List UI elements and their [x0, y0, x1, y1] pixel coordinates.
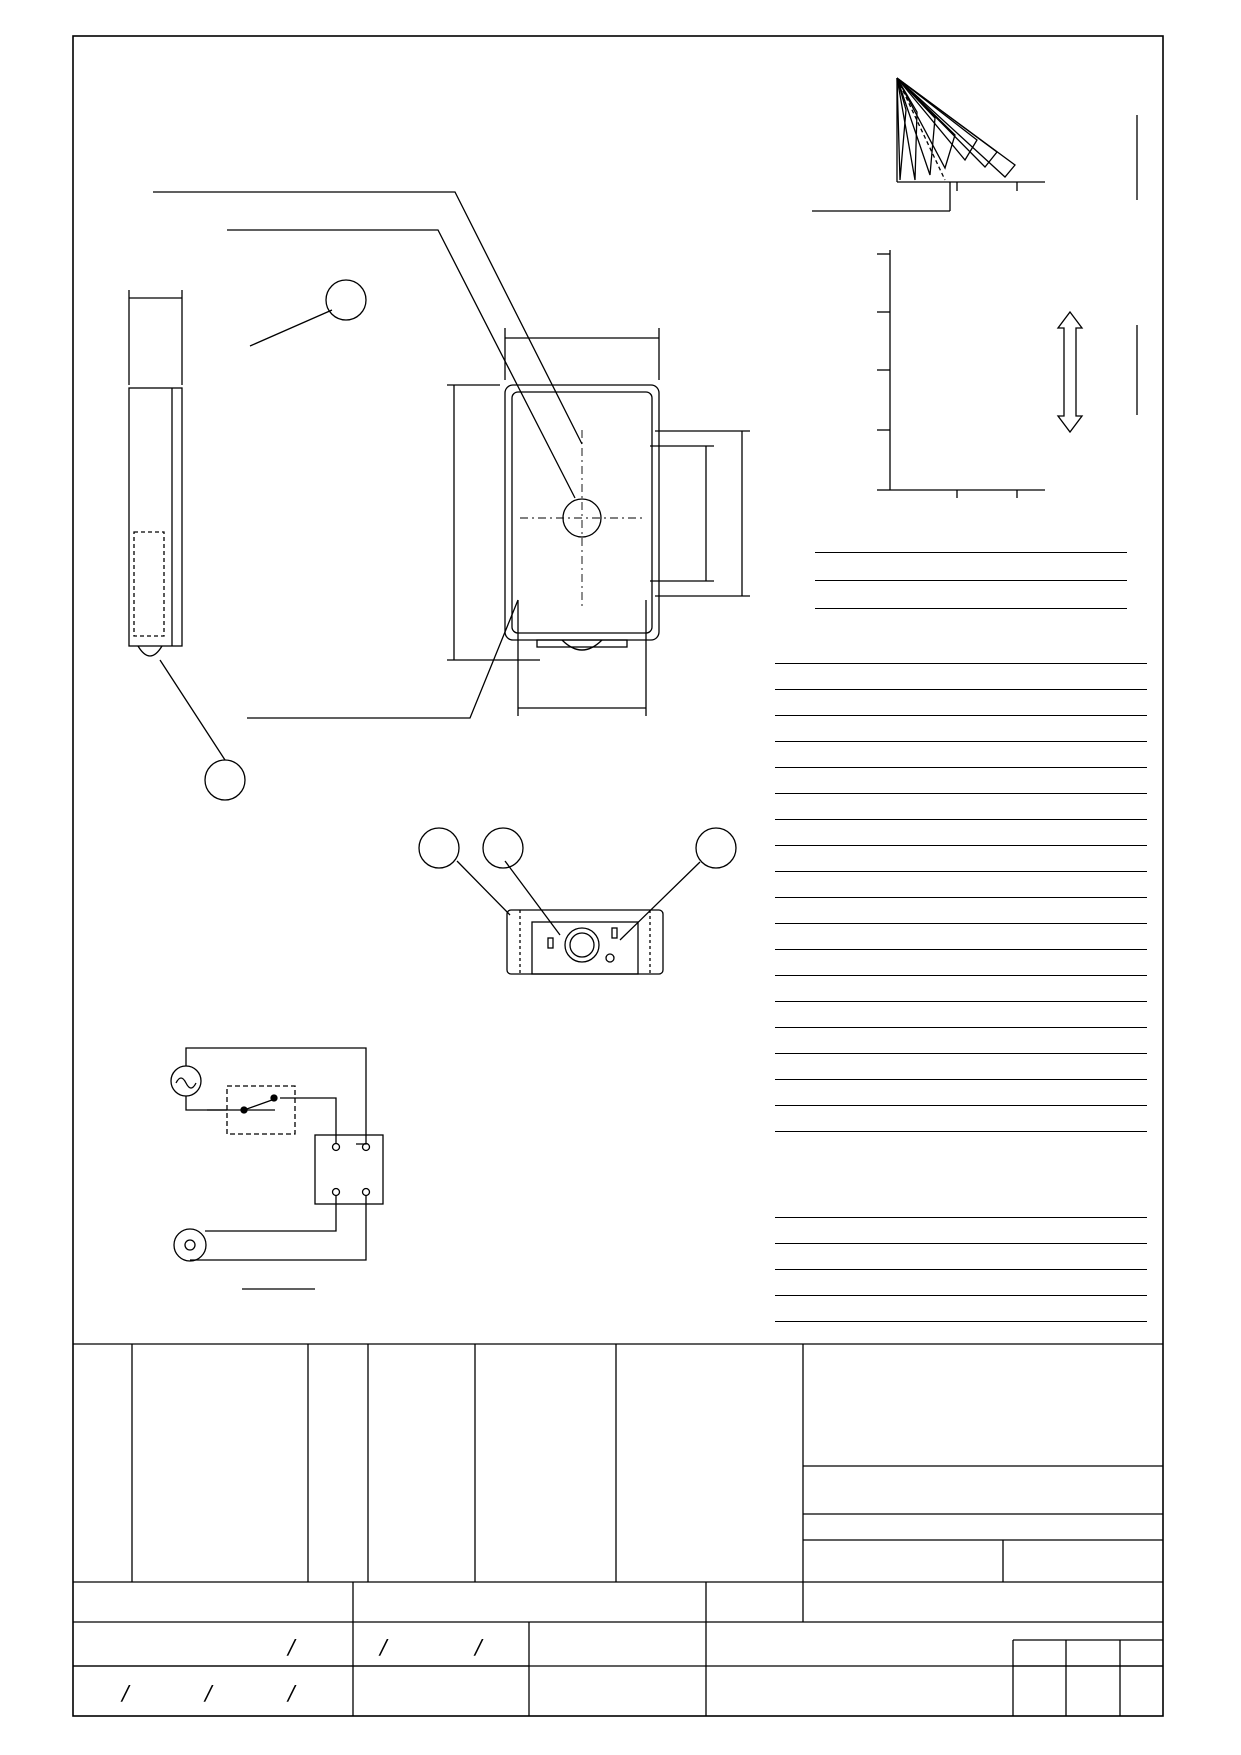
- spec-time: [775, 768, 1147, 794]
- callout-circle-3: [205, 760, 245, 800]
- slash-mark: /: [205, 1681, 212, 1705]
- spec-op-7: [775, 1054, 1147, 1080]
- spec-op-3: [775, 950, 1147, 976]
- slash-mark: /: [475, 1635, 482, 1659]
- detection-note-line: [815, 527, 1127, 553]
- slash-mark: /: [288, 1681, 295, 1705]
- side-view-drawing: [129, 290, 332, 760]
- spec-op-label: [775, 872, 1147, 898]
- spec-op-6: [775, 1028, 1147, 1054]
- spec-mode-label: [775, 664, 1147, 690]
- slash-mark: /: [288, 1635, 295, 1659]
- spec-lux-1: [775, 820, 1147, 846]
- detection-note-line: [815, 555, 1127, 581]
- callout-circle-4: [326, 280, 366, 320]
- front-view-drawing: [153, 192, 750, 718]
- spec-op-9-row: [775, 1106, 1147, 1132]
- spec-lux-label: [775, 794, 1147, 820]
- caution-line: [775, 1270, 1147, 1296]
- spec-op-2: [775, 924, 1147, 950]
- detection-note-line: [815, 583, 1127, 609]
- horizontal-detection-chart: [877, 250, 1137, 498]
- spec-lux-2: [775, 846, 1147, 872]
- callout-circle-5: [696, 828, 736, 868]
- bottom-view-drawing: [457, 861, 700, 974]
- spec-op-4-row: [775, 976, 1147, 1002]
- spec-op-5: [775, 1002, 1147, 1028]
- spec-range: [775, 638, 1147, 664]
- slash-mark: /: [380, 1635, 387, 1659]
- callout-circle-2: [483, 828, 523, 868]
- caution-line: [775, 1218, 1147, 1244]
- wiring-diagram: [171, 1048, 383, 1289]
- slash-mark: /: [122, 1681, 129, 1705]
- spec-mode-3: [775, 742, 1147, 768]
- vertical-detection-chart: [812, 78, 1137, 211]
- parts-table-grid: [73, 1344, 1163, 1716]
- spec-mode-1: [775, 690, 1147, 716]
- caution-line: [775, 1192, 1147, 1218]
- caution-line: [775, 1244, 1147, 1270]
- spec-op-1: [775, 898, 1147, 924]
- spec-op-8: [775, 1080, 1147, 1106]
- spec-mode-2: [775, 716, 1147, 742]
- callout-circle-1: [419, 828, 459, 868]
- caution-line: [775, 1296, 1147, 1322]
